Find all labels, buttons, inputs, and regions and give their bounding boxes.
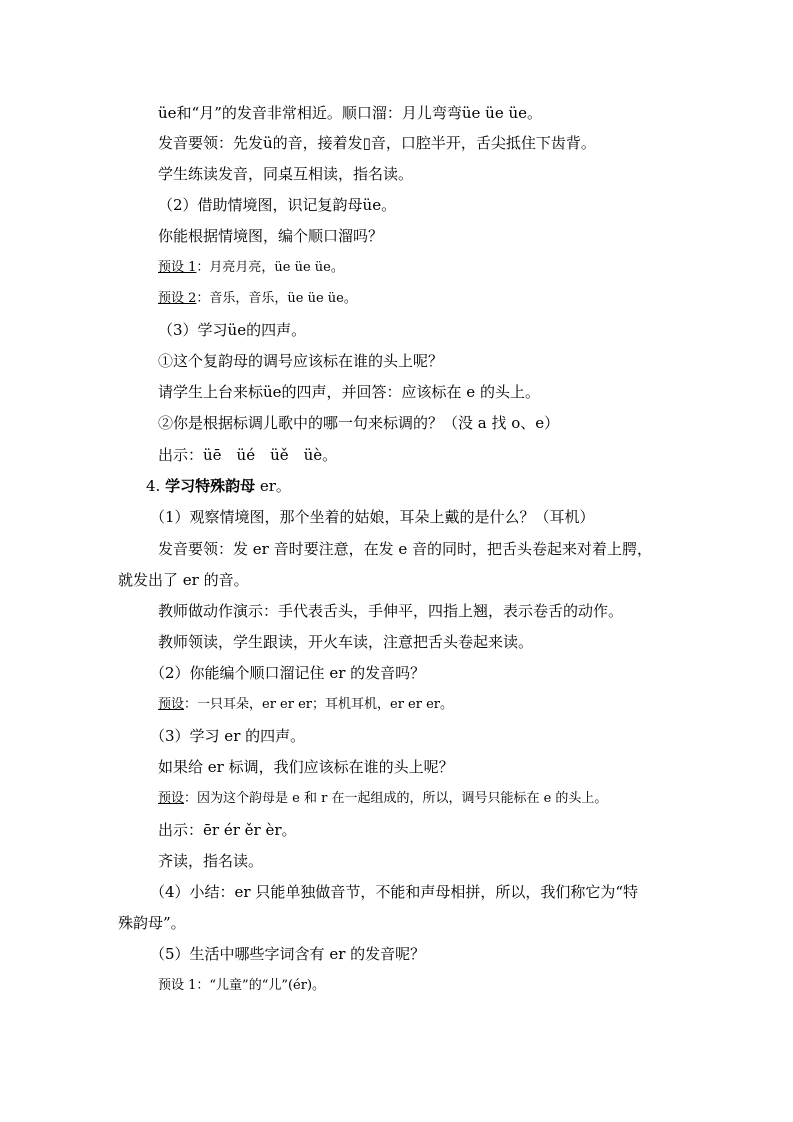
preset-line [158, 789, 607, 809]
text-line: 发音要领：先发ü的音，接着发▯音，口腔半开，舌尖抵住下齿背。 [158, 134, 596, 152]
preset-text: ：音乐，音乐，üe üe üe。 [196, 291, 357, 306]
text-line: （3）学习üe的四声。 [158, 321, 307, 339]
text-line: ②你是根据标调儿歌中的哪一句来标调的？（没 a 找 o、e） [158, 414, 560, 432]
text-line: 出示：üē üé üě üè。 [158, 446, 338, 464]
text-line: 出示：ēr ér ěr èr。 [158, 821, 297, 839]
preset-label: 预设 1 [158, 260, 197, 275]
preset-line: 预设 1：“儿童”的“儿”(ér)。 [158, 978, 326, 993]
section-title: 学习特殊韵母 [165, 477, 256, 495]
text-line: （2）借助情境图，识记复韵母üe。 [158, 196, 397, 214]
text-line: （5）生活中哪些字词含有 er 的发音呢？ [150, 945, 426, 963]
preset-text: ：一只耳朵，er er er；耳机耳机，er er er。 [184, 697, 453, 712]
text-line: （3）学习 er 的四声。 [150, 727, 306, 745]
text-line: 教师做动作演示：手代表舌头，手伸平，四指上翘，表示卷舌的动作。 [158, 602, 624, 620]
preset-label: 预设 [158, 697, 185, 712]
preset-line [158, 289, 357, 309]
text-line: 请学生上台来标üe的四声，并回答：应该标在 e 的头上。 [158, 383, 540, 401]
text-line: 教师领读，学生跟读，开火车读，注意把舌头卷起来读。 [158, 633, 534, 651]
preset-label: 预设 [158, 791, 185, 806]
text-line: （4）小结：er 只能单独做音节，不能和声母相拼，所以，我们称它为“特 [150, 883, 639, 901]
text-line: 殊韵母”。 [118, 914, 186, 932]
text-line: 学生练读发音，同桌互相读，指名读。 [158, 165, 414, 183]
section-heading [146, 476, 291, 496]
text-line: üe和“月”的发音非常相近。顺口溜：月儿弯弯üe üe üe。 [158, 104, 543, 122]
preset-text: ：因为这个韵母是 e 和 r 在一起组成的，所以，调号只能标在 e 的头上。 [184, 791, 608, 806]
text-line: 如果给 er 标调，我们应该标在谁的头上呢？ [158, 758, 454, 776]
text-line: （1）观察情境图，那个坐着的姑娘，耳朵上戴的是什么？（耳机） [150, 508, 595, 526]
text-line: 你能根据情境图，编个顺口溜吗？ [158, 227, 384, 245]
preset-label: 预设 2 [158, 291, 197, 306]
section-title-suffix: er。 [255, 477, 291, 495]
section-number: 4. [146, 477, 161, 495]
text-line: 就发出了 er 的音。 [118, 571, 249, 589]
text-line: 发音要领：发 er 音时要注意，在发 e 音的同时，把舌头卷起来对着上腭， [158, 540, 652, 558]
text-line: ①这个复韵母的调号应该标在谁的头上呢？ [158, 352, 444, 370]
text-line: 齐读，指名读。 [158, 852, 264, 870]
preset-line [158, 695, 453, 715]
text-line: （2）你能编个顺口溜记住 er 的发音吗？ [150, 664, 426, 682]
preset-line [158, 258, 344, 278]
preset-text: ：月亮月亮，üe üe üe。 [196, 260, 344, 275]
